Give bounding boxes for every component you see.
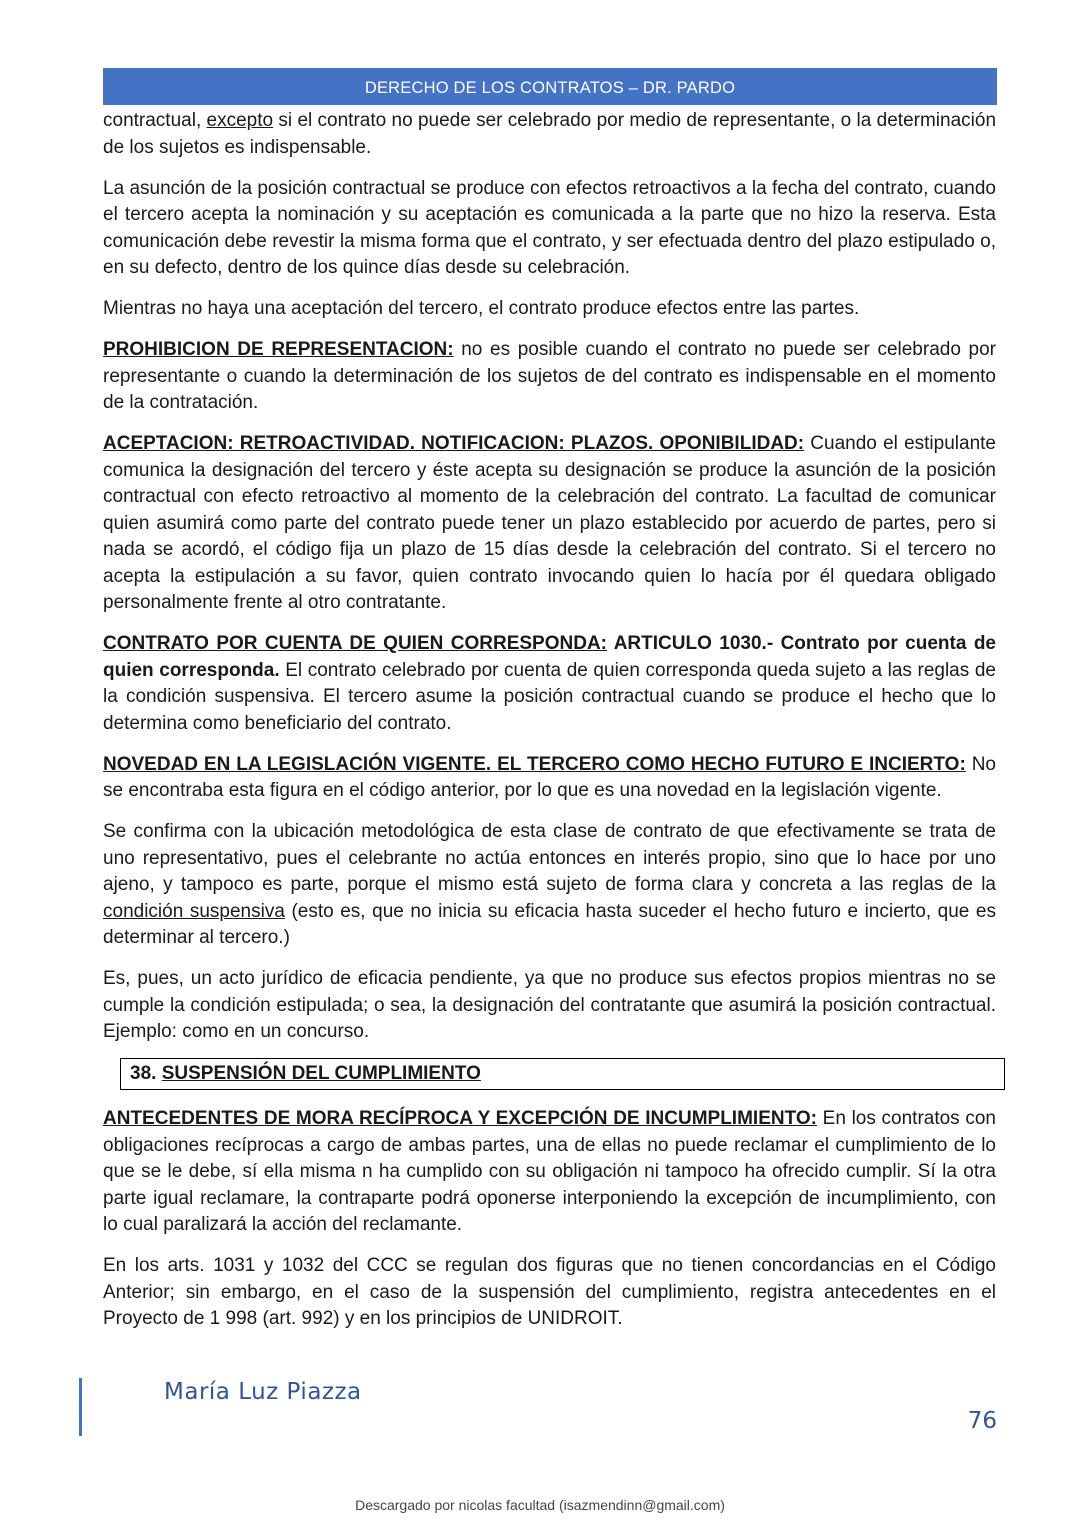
paragraph: Se confirma con la ubicación metodológica de esta clase de contrato de que efectivamente se trata de uno representativo, pues el celebrante no actúa entonces en interés propio, sino que lo hace por uno ajeno, y tampoco es parte, porque el mismo está sujeto de forma clara y concreta a las reglas de la condición suspensiva (esto es, que no inicia su eficacia hasta suceder el hecho futuro e incierto, que es determinar al tercero.) xyxy=(103,821,996,948)
paragraph: CONTRATO POR CUENTA DE QUIEN CORRESPONDA: ARTICULO 1030.- Contrato por cuenta de quien corresponda. El contrato celebrado por cuenta de quien corresponda queda sujeto a las reglas de la condición suspensiva. El tercero asume la posición contractual cuando se produce el hecho que lo determina como beneficiario del contrato. xyxy=(103,633,996,734)
section-number: 38. xyxy=(130,1063,162,1084)
underlined-term: excepto xyxy=(206,110,274,131)
download-note: Descargado por nicolas facultad (isazmendinn@gmail.com) xyxy=(355,1497,725,1513)
section-title: SUSPENSIÓN DEL CUMPLIMIENTO xyxy=(161,1063,481,1084)
footer-author: María Luz Piazza xyxy=(164,1379,362,1405)
paragraph: ANTECEDENTES DE MORA RECÍPROCA Y EXCEPCIÓN DE INCUMPLIMIENTO: En los contratos con obligaciones recíprocas a cargo de ambas partes, una de ellas no puede reclamar el cumplimiento de lo que se le debe, sí ella misma n ha cumplido con su obligación ni tampoco ha ofrecido cumplir. Sí la otra parte igual reclamare, la contraparte podrá oponerse interponiendo la excepción de incumplimiento, con lo cual paralizará la acción del reclamante. xyxy=(103,1108,996,1235)
paragraph-heading: ACEPTACION: RETROACTIVIDAD. NOTIFICACION: PLAZOS. OPONIBILIDAD: xyxy=(103,433,805,454)
header-title: DERECHO DE LOS CONTRATOS – DR. PARDO xyxy=(364,79,736,97)
section-heading-box xyxy=(120,1058,1005,1090)
footer-accent-line xyxy=(79,1378,82,1436)
document-body xyxy=(103,108,996,1347)
paragraph: Es, pues, un acto jurídico de eficacia pendiente, ya que no produce sus efectos propios mientras no se cumple la condición estipulada; o sea, la designación del contratante que asumirá la posición contractual. Ejemplo: como en un concurso. xyxy=(103,968,996,1042)
paragraph: ACEPTACION: RETROACTIVIDAD. NOTIFICACION: PLAZOS. OPONIBILIDAD: Cuando el estipulante comunica la designación del tercero y éste acepta su designación se produce la asunción de la posición contractual con efecto retroactivo al momento de la celebración del contrato. La facultad de comunicar quien asumirá como parte del contrato puede tener un plazo establecido por acuerdo de partes, pero si nada se acordó, el código fija un plazo de 15 días desde la celebración del contrato. Si el tercero no acepta la estipulación a su favor, quien contrato invocando quien lo hacía por él quedara obligado personalmente frente al otro contratante. xyxy=(103,433,996,613)
paragraph: contractual, excepto si el contrato no puede ser celebrado por medio de representante, o la determinación de los sujetos es indispensable. xyxy=(103,110,997,158)
paragraph: En los arts. 1031 y 1032 del CCC se regulan dos figuras que no tienen concordancias en el Código Anterior; sin embargo, en el caso de la suspensión del cumplimiento, registra antecedentes en el Proyecto de 1 998 (art. 992) y en los principios de UNIDROIT. xyxy=(103,1255,996,1329)
paragraph-heading: NOVEDAD EN LA LEGISLACIÓN VIGENTE. EL TERCERO COMO HECHO FUTURO E INCIERTO: xyxy=(103,753,966,775)
paragraph-heading: ANTECEDENTES DE MORA RECÍPROCA Y EXCEPCIÓN DE INCUMPLIMIENTO: xyxy=(103,1108,817,1129)
document-header xyxy=(103,68,997,105)
paragraph: La asunción de la posición contractual se produce con efectos retroactivos a la fecha del contrato, cuando el tercero acepta la nominación y su aceptación es comunicada a la parte que no hizo la reserva. Esta comunicación debe revestir la misma forma que el contrato, y ser efectuada dentro del plazo estipulado o, en su defecto, dentro de los quince días desde su celebración. xyxy=(103,177,996,278)
underlined-term: condición suspensiva xyxy=(103,900,285,922)
paragraph: NOVEDAD EN LA LEGISLACIÓN VIGENTE. EL TERCERO COMO HECHO FUTURO E INCIERTO: No se encontraba esta figura en el código anterior, por lo que es una novedad en la legislación vigente. xyxy=(103,753,996,801)
page-number: 76 xyxy=(967,1408,997,1434)
paragraph: Mientras no haya una aceptación del tercero, el contrato produce efectos entre las partes. xyxy=(103,298,860,319)
paragraph-heading: PROHIBICION DE REPRESENTACION: xyxy=(103,339,454,360)
article-title: ARTICULO 1030.- Contrato por cuenta de quien corresponda. xyxy=(103,633,996,681)
paragraph-heading: CONTRATO POR CUENTA DE QUIEN CORRESPONDA: xyxy=(103,633,607,654)
paragraph: PROHIBICION DE REPRESENTACION: no es posible cuando el contrato no puede ser celebrado por representante o cuando la determinación de los sujetos de del contrato es indispensable en el momento de la contratación. xyxy=(103,339,996,413)
